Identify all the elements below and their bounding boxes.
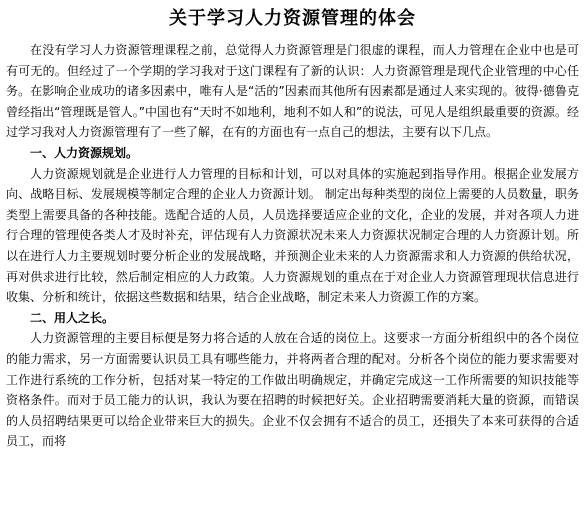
section-heading-talent: 二、用人之长。 [30, 310, 115, 325]
section-body-talent: 人力资源管理的主要目标便是努力将合适的人放在合适的岗位上。这要求一方面分析组织中的各个岗位的能力需求，另一方面需要认识员工具有哪些能力，并将两者合理的配对。分析各个岗位的能力要求需要对工作进行系统的工作分析，包括对某一特定的工作做出明确规定，并确定完成这一工作所需要的知识技能等资格条件。而对于员工能力的认识，我认为要在招聘的时候把好关。企业招聘需要消耗大量的资源，而错误的人员招聘结果更可以给企业带来巨大的损失。企业不仅会拥有不适合的员工，还損失了本来可获得的合适员工，而将 [6, 331, 579, 449]
section-heading-planning: 一、人力资源规划。 [30, 145, 139, 160]
document-title: 关于学习人力资源管理的体会 [169, 8, 416, 29]
section-body-planning: 人力资源规划就是企业进行人力管理的目标和计划，可以对具体的实施起到指导作用。根据企业发展方向、战略目标、发展规模等制定合理的企业人力资源计划。 制定出每种类型的岗位上需要的人员数量，职务类型上需要具备的各种技能。选配合适的人员，人员选择要适应企业的文化，企业的发展，并对各项人力进行合理的管理使各类人才及时补充，评估现有人力资源状况未来人力资源状况制定合理的人力资源计划。所以在进行人力主要规划时要分析企业的发展战略，并预测企业未来的人力资源需求和人力资源的供给状况，再对供求进行比较，然后制定相应的人力政策。人力资源规划的重点在于对企业人力资源管理现状信息进行收集、分析和统计，依据这些数据和结果，结合企业战略，制定未来人力资源工作的方案。 [6, 166, 579, 305]
intro-paragraph: 在没有学习人力资源管理课程之前，总觉得人力资源管理是门很虚的课程，而人力管理在企业中也是可有可无的。但经过了一个学期的学习我对于这门课程有了新的认识：人力资源管理是现代企业管理的中心任务。在影响企业成功的诸多因素中，唯有人是“活的”因素而其他所有因素都是通过人来实现的。彼得·德鲁克曾经指出“管理既是管人。”中国也有“天时不如地利，地利不如人和”的说法，可见人是组织最重要的资源。经过学习我对人力资源管理有了一些了解，在有的方面也有一点自己的想法，主要有以下几点。 [6, 43, 579, 140]
